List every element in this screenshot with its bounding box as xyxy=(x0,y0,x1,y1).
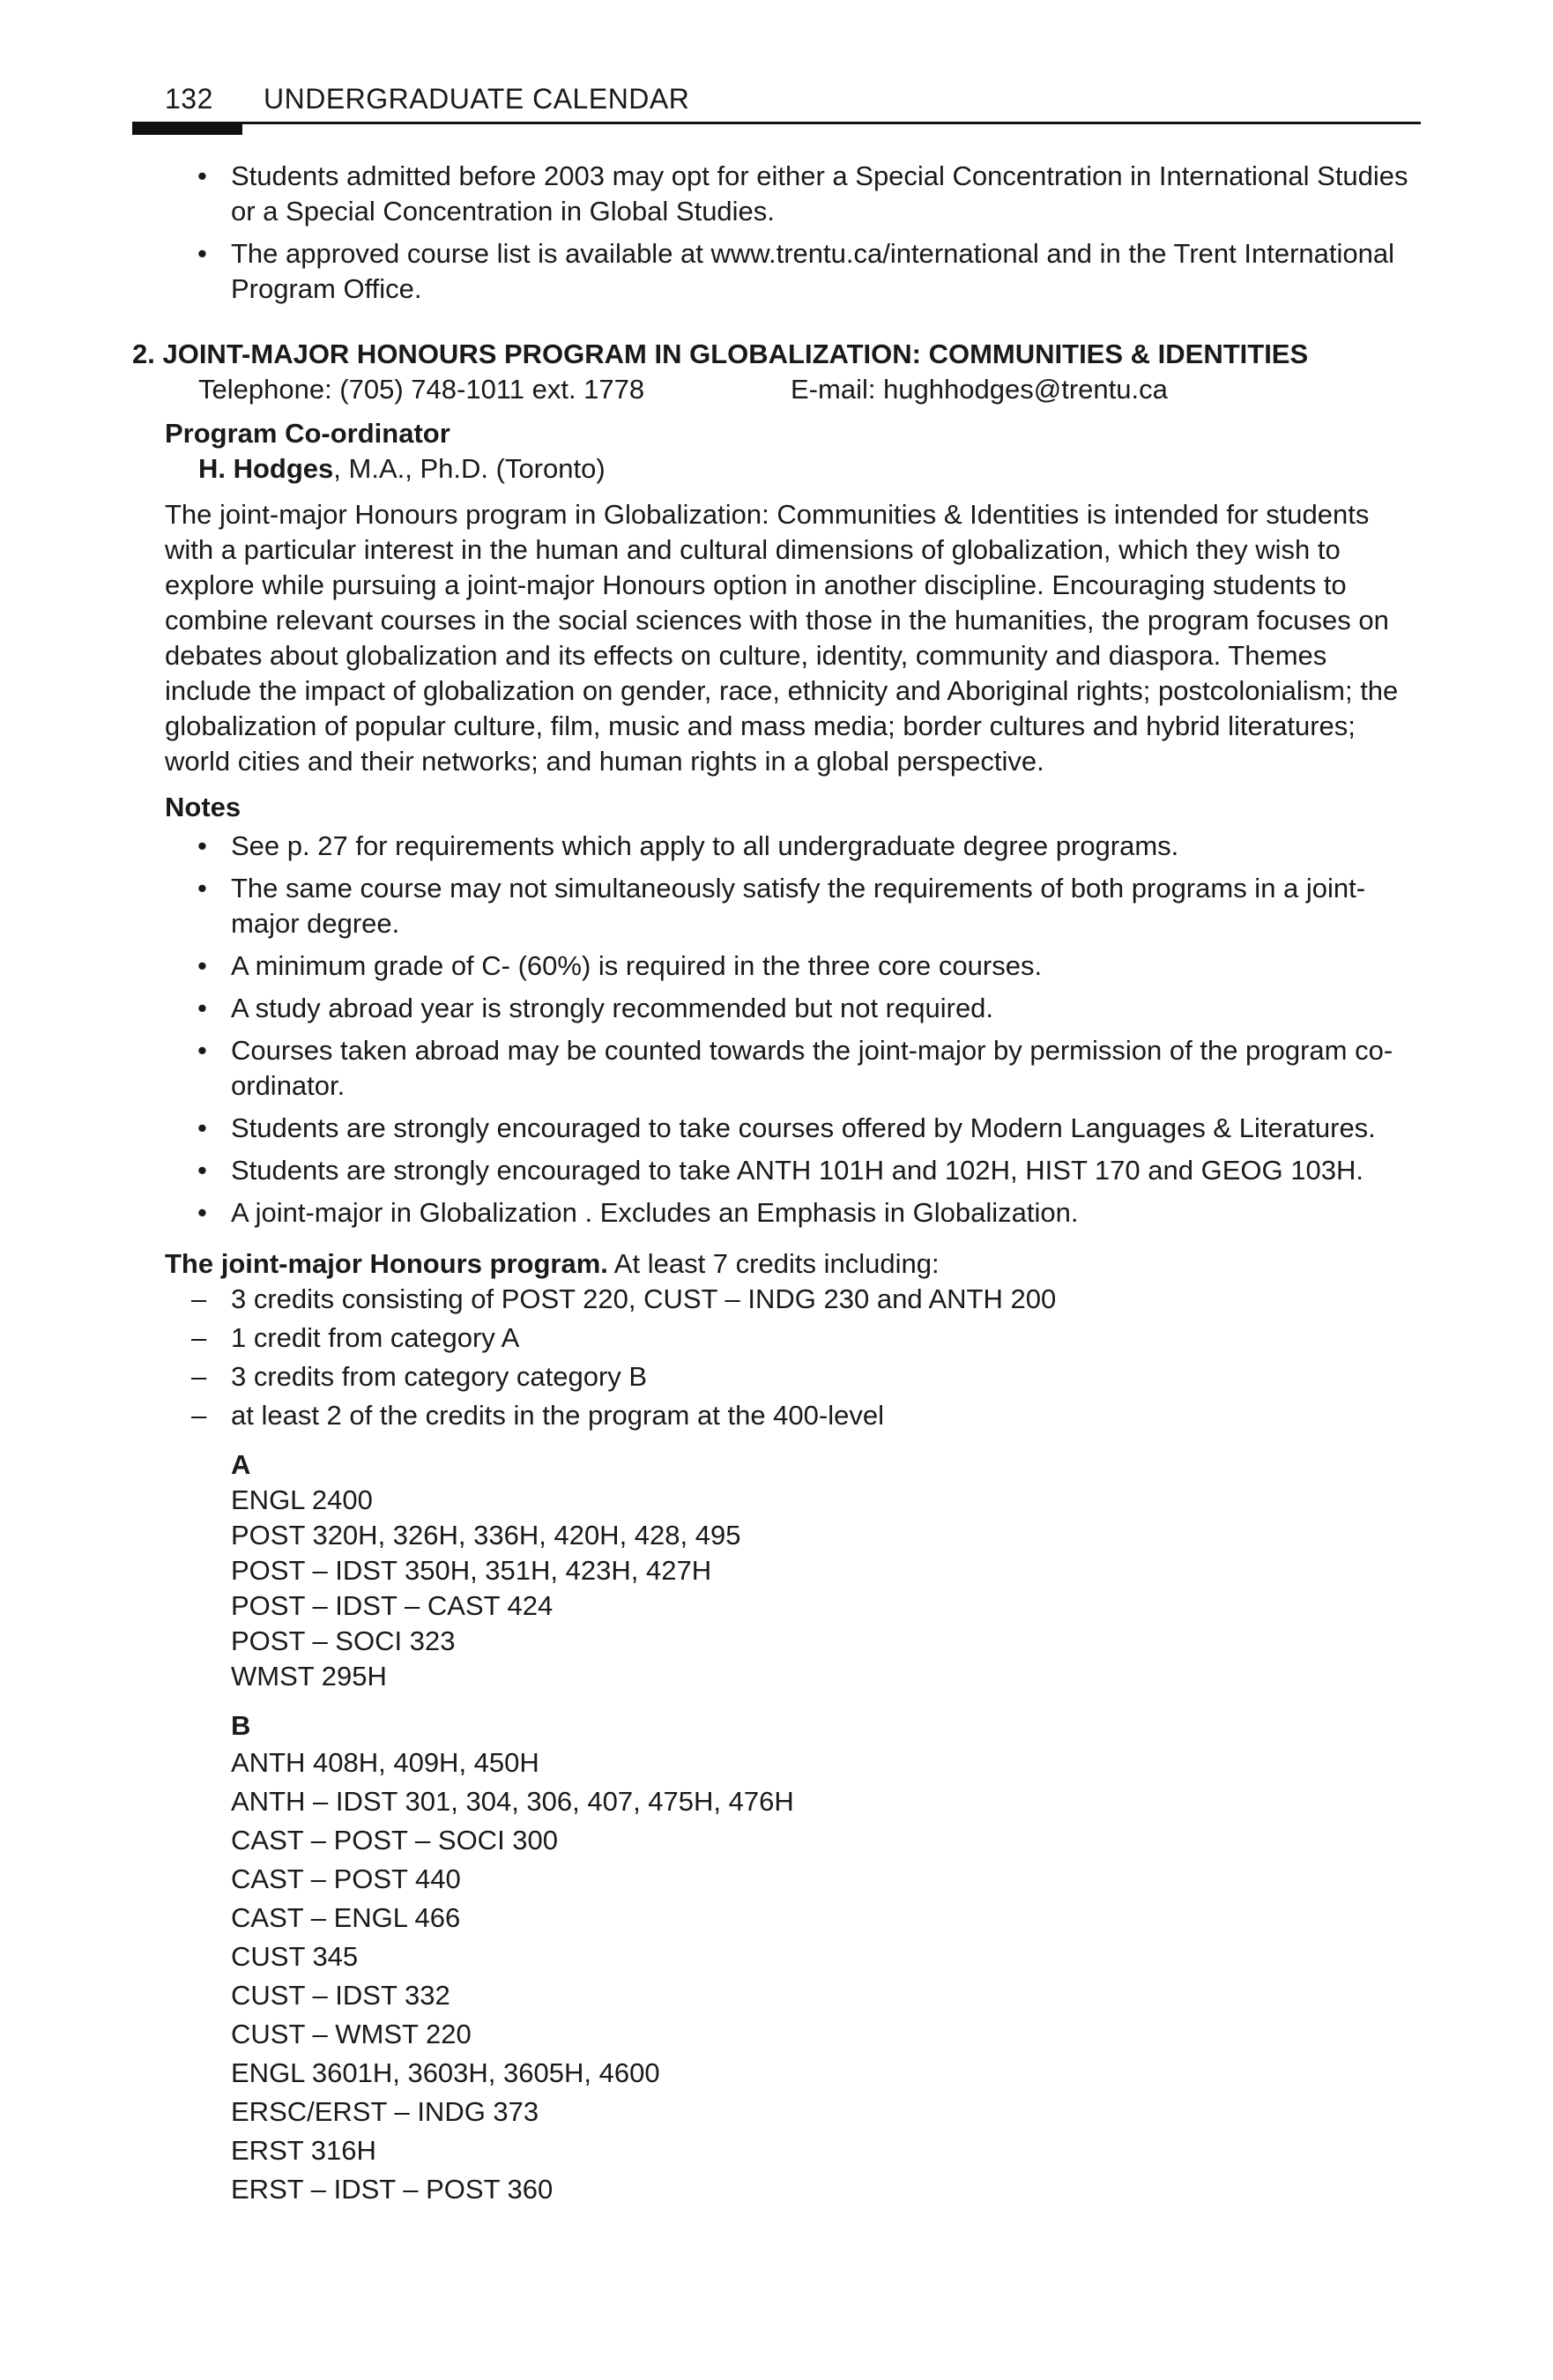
requirement-item: – 1 credit from category A xyxy=(165,1320,1416,1356)
category-b-title: B xyxy=(231,1710,251,1741)
program-requirements-intro xyxy=(165,1246,1416,1282)
course-item: POST – IDST 350H, 351H, 423H, 427H xyxy=(231,1555,712,1586)
course-item: ENGL 2400 xyxy=(231,1484,373,1515)
program-intro: At least 7 credits including: xyxy=(607,1248,940,1279)
header-title: UNDERGRADUATE CALENDAR xyxy=(264,83,690,115)
course-item: CUST – WMST 220 xyxy=(231,2019,472,2049)
note-item: • A joint-major in Globalization . Excludes an Emphasis in Globalization. xyxy=(165,1195,1416,1231)
page-content xyxy=(132,159,1416,2209)
coordinator-credentials: , M.A., Ph.D. (Toronto) xyxy=(333,453,606,484)
category-b xyxy=(231,1708,1416,2209)
note-item: • Students are strongly encouraged to take courses offered by Modern Languages & Literatures. xyxy=(165,1111,1416,1146)
note-item: • The same course may not simultaneously satisfy the requirements of both programs in a joint-major degree. xyxy=(165,871,1416,941)
course-item: CAST – ENGL 466 xyxy=(231,1902,461,1933)
note-item: • Courses taken abroad may be counted towards the joint-major by permission of the program co-ordinator. xyxy=(165,1033,1416,1104)
note-item: • See p. 27 for requirements which apply to all undergraduate degree programs. xyxy=(165,829,1416,864)
course-item: ANTH – IDST 301, 304, 306, 407, 475H, 476H xyxy=(231,1786,794,1817)
course-item: ERST 316H xyxy=(231,2135,376,2166)
course-item: CAST – POST 440 xyxy=(231,1863,461,1894)
intro-bullet-list xyxy=(165,159,1416,307)
coordinator-label: Program Co-ordinator xyxy=(165,418,450,449)
note-item: • A study abroad year is strongly recommended but not required. xyxy=(165,991,1416,1026)
course-item: ERST – IDST – POST 360 xyxy=(231,2174,554,2205)
notes-list xyxy=(165,829,1416,1231)
intro-bullet: • Students admitted before 2003 may opt for either a Special Concentration in International Studies or a Special Concentration in Global Studies. xyxy=(165,159,1416,229)
requirement-item: – 3 credits from category category B xyxy=(165,1359,1416,1395)
intro-bullet: • The approved course list is available at www.trentu.ca/international and in the Trent International Program Office. xyxy=(165,236,1416,307)
requirements-list xyxy=(165,1282,1416,1433)
course-item: CAST – POST – SOCI 300 xyxy=(231,1825,559,1856)
telephone: Telephone: (705) 748-1011 ext. 1778 xyxy=(198,374,645,405)
course-item: ERSC/ERST – INDG 373 xyxy=(231,2096,539,2127)
course-item: ANTH 408H, 409H, 450H xyxy=(231,1747,539,1778)
course-item: CUST 345 xyxy=(231,1941,359,1972)
section-title: 2. JOINT-MAJOR HONOURS PROGRAM IN GLOBALIZATION: COMMUNITIES & IDENTITIES xyxy=(132,338,1309,369)
header-rule xyxy=(132,122,1421,124)
notes-title: Notes xyxy=(165,792,241,822)
program-description: The joint-major Honours program in Globalization: Communities & Identities is intended for students with a particular interest in the human and cultural dimensions of globalization, which they wish to explore while pursuing a joint-major Honours option in another discipline. Encouraging students to combine relevant courses in the social sciences with those in the humanities, the program focuses on debates about globalization and its effects on culture, identity, community and diaspora. Themes include the impact of globalization on gender, race, ethnicity and Aboriginal rights; postcolonialism; the globalization of popular culture, film, music and mass media; border cultures and hybrid literatures; world cities and their networks; and human rights in a global perspective. xyxy=(165,499,1399,777)
course-item: WMST 295H xyxy=(231,1661,387,1692)
header-bar xyxy=(132,122,242,135)
category-a xyxy=(231,1447,1416,1694)
course-item: POST – SOCI 323 xyxy=(231,1625,456,1656)
course-item: ENGL 3601H, 3603H, 3605H, 4600 xyxy=(231,2057,660,2088)
coordinator xyxy=(198,451,1416,487)
coordinator-name: H. Hodges xyxy=(198,453,334,484)
note-item: • A minimum grade of C- (60%) is required in the three core courses. xyxy=(165,948,1416,984)
contact-line xyxy=(198,372,1416,407)
page-header xyxy=(165,81,689,116)
page-number: 132 xyxy=(165,83,213,115)
course-item: POST 320H, 326H, 336H, 420H, 428, 495 xyxy=(231,1520,741,1551)
requirement-item: – at least 2 of the credits in the program at the 400-level xyxy=(165,1398,1416,1433)
course-item: POST – IDST – CAST 424 xyxy=(231,1590,554,1621)
course-item: CUST – IDST 332 xyxy=(231,1980,450,2011)
email: E-mail: hughhodges@trentu.ca xyxy=(791,374,1168,405)
category-a-title: A xyxy=(231,1449,251,1480)
requirement-item: – 3 credits consisting of POST 220, CUST – INDG 230 and ANTH 200 xyxy=(165,1282,1416,1317)
note-item: • Students are strongly encouraged to take ANTH 101H and 102H, HIST 170 and GEOG 103H. xyxy=(165,1153,1416,1188)
program-title: The joint-major Honours program. xyxy=(165,1248,608,1279)
